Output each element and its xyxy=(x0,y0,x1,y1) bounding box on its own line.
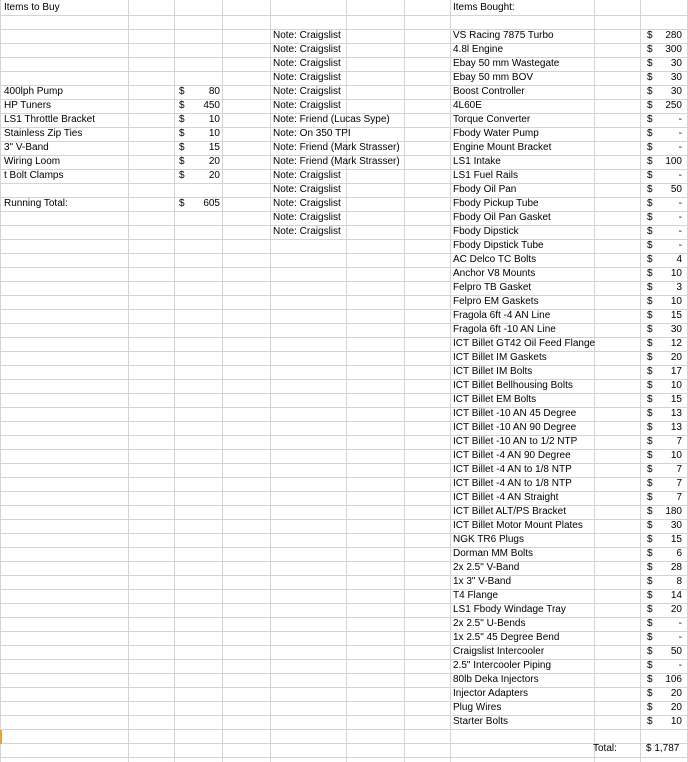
bought-item-amount[interactable]: 30 xyxy=(670,86,682,97)
bought-item-amount[interactable]: 4 xyxy=(676,254,682,265)
bought-item-name[interactable]: Felpro TB Gasket xyxy=(453,282,532,293)
bought-item-currency[interactable]: $ xyxy=(647,184,653,195)
row-gridline xyxy=(0,183,688,184)
bought-item-currency[interactable]: $ xyxy=(647,156,653,167)
bought-item-currency[interactable]: $ xyxy=(647,632,653,643)
bought-item-amount[interactable]: - xyxy=(678,170,682,181)
bought-item-name[interactable]: Injector Adapters xyxy=(453,688,529,699)
row-gridline xyxy=(0,309,688,310)
bought-item-amount[interactable]: 14 xyxy=(670,590,682,601)
bought-item-currency[interactable]: $ xyxy=(647,142,653,153)
bought-item-name[interactable]: Fbody Oil Pan Gasket xyxy=(453,212,551,223)
column-gridline xyxy=(640,0,641,762)
row-gridline xyxy=(0,99,688,100)
bought-item-currency[interactable]: $ xyxy=(647,548,653,559)
bought-item-currency[interactable]: $ xyxy=(647,72,653,83)
bought-item-amount[interactable]: 7 xyxy=(676,492,682,503)
bought-item-amount[interactable]: 8 xyxy=(676,576,682,587)
bought-item-amount[interactable]: 10 xyxy=(670,380,682,391)
note-cell[interactable]: Note: Friend (Mark Strasser) xyxy=(273,142,400,153)
bought-item-amount[interactable]: 15 xyxy=(670,394,682,405)
row-gridline xyxy=(0,421,688,422)
buy-item-amount[interactable]: 10 xyxy=(208,128,220,139)
bought-item-amount[interactable]: - xyxy=(678,240,682,251)
bought-item-amount[interactable]: 13 xyxy=(670,422,682,433)
bought-item-name[interactable]: ICT Billet ALT/PS Bracket xyxy=(453,506,567,517)
bought-item-name[interactable]: ICT Billet -10 AN 45 Degree xyxy=(453,408,577,419)
bought-item-amount[interactable]: - xyxy=(678,660,682,671)
column-gridline xyxy=(450,0,451,762)
bought-item-name[interactable]: ICT Billet -4 AN 90 Degree xyxy=(453,450,571,461)
bought-item-currency[interactable]: $ xyxy=(647,240,653,251)
row-gridline xyxy=(0,533,688,534)
row-gridline xyxy=(0,253,688,254)
row-gridline xyxy=(0,351,688,352)
row-gridline xyxy=(0,519,688,520)
bought-item-name[interactable]: Fbody Pickup Tube xyxy=(453,198,539,209)
bought-item-name[interactable]: Boost Controller xyxy=(453,86,525,97)
bought-item-currency[interactable]: $ xyxy=(647,100,653,111)
bought-item-amount[interactable]: 180 xyxy=(665,506,682,517)
bought-item-amount[interactable]: 106 xyxy=(665,674,682,685)
row-gridline xyxy=(0,295,688,296)
note-cell[interactable]: Note: Friend (Lucas Sype) xyxy=(273,114,390,125)
bought-item-currency[interactable]: $ xyxy=(647,282,653,293)
buy-item-amount[interactable]: 20 xyxy=(208,156,220,167)
buy-item-currency[interactable]: $ xyxy=(179,128,185,139)
buy-item-name[interactable]: t Bolt Clamps xyxy=(4,170,64,181)
bought-item-amount[interactable]: 50 xyxy=(670,184,682,195)
bought-item-amount[interactable]: 3 xyxy=(676,282,682,293)
bought-item-name[interactable]: ICT Billet -4 AN Straight xyxy=(453,492,559,503)
buy-item-amount[interactable]: 10 xyxy=(208,114,220,125)
total-value[interactable]: $ 1,787 xyxy=(646,743,680,754)
bought-item-name[interactable]: NGK TR6 Plugs xyxy=(453,534,524,545)
row-gridline xyxy=(0,435,688,436)
bought-item-amount[interactable]: 15 xyxy=(670,310,682,321)
bought-item-name[interactable]: Anchor V8 Mounts xyxy=(453,268,536,279)
bought-item-currency[interactable]: $ xyxy=(647,646,653,657)
row-gridline xyxy=(0,407,688,408)
items-to-buy-header[interactable]: Items to Buy xyxy=(4,2,60,13)
bought-item-name[interactable]: 2.5" Intercooler Piping xyxy=(453,660,552,671)
total-label[interactable]: Total: xyxy=(593,743,617,754)
bought-item-amount[interactable]: - xyxy=(678,128,682,139)
bought-item-amount[interactable]: 20 xyxy=(670,352,682,363)
bought-item-amount[interactable]: 7 xyxy=(676,478,682,489)
bought-item-amount[interactable]: 30 xyxy=(670,58,682,69)
bought-item-currency[interactable]: $ xyxy=(647,450,653,461)
row-gridline xyxy=(0,71,688,72)
column-gridline xyxy=(594,0,595,762)
buy-item-currency[interactable]: $ xyxy=(179,100,185,111)
bought-item-name[interactable]: 1x 3" V-Band xyxy=(453,576,512,587)
bought-item-amount[interactable]: 10 xyxy=(670,296,682,307)
note-cell[interactable]: Note: Craigslist xyxy=(273,212,341,223)
bought-item-currency[interactable]: $ xyxy=(647,310,653,321)
column-gridline xyxy=(404,0,405,762)
bought-item-amount[interactable]: 10 xyxy=(670,450,682,461)
bought-item-name[interactable]: 4.8l Engine xyxy=(453,44,504,55)
bought-item-amount[interactable]: 50 xyxy=(670,646,682,657)
bought-item-name[interactable]: Ebay 50 mm Wastegate xyxy=(453,58,560,69)
bought-item-currency[interactable]: $ xyxy=(647,506,653,517)
bought-item-name[interactable]: Fbody Water Pump xyxy=(453,128,539,139)
bought-item-name[interactable]: ICT Billet Motor Mount Plates xyxy=(453,520,583,531)
bought-item-amount[interactable]: 250 xyxy=(665,100,682,111)
row-gridline xyxy=(0,575,688,576)
bought-item-currency[interactable]: $ xyxy=(647,702,653,713)
bought-item-amount[interactable]: 10 xyxy=(670,268,682,279)
bought-item-currency[interactable]: $ xyxy=(647,422,653,433)
bought-item-currency[interactable]: $ xyxy=(647,478,653,489)
bought-item-currency[interactable]: $ xyxy=(647,44,653,55)
row-gridline xyxy=(0,169,688,170)
bought-item-amount[interactable]: 6 xyxy=(676,548,682,559)
bought-item-amount[interactable]: - xyxy=(678,142,682,153)
row-gridline xyxy=(0,673,688,674)
buy-item-amount[interactable]: 15 xyxy=(208,142,220,153)
note-cell[interactable]: Note: Friend (Mark Strasser) xyxy=(273,156,400,167)
row-gridline xyxy=(0,631,688,632)
bought-item-name[interactable]: ICT Billet Bellhousing Bolts xyxy=(453,380,573,391)
bought-item-amount[interactable]: - xyxy=(678,618,682,629)
bought-item-name[interactable]: LS1 Fuel Rails xyxy=(453,170,519,181)
bought-item-amount[interactable]: 7 xyxy=(676,436,682,447)
bought-item-amount[interactable]: - xyxy=(678,114,682,125)
bought-item-name[interactable]: ICT Billet GT42 Oil Feed Flange xyxy=(453,338,596,349)
bought-item-name[interactable]: ICT Billet IM Bolts xyxy=(453,366,533,377)
row-gridline xyxy=(0,57,688,58)
row-gridline xyxy=(0,645,688,646)
buy-item-name[interactable]: 400lph Pump xyxy=(4,86,63,97)
row-gridline xyxy=(0,463,688,464)
row-gridline xyxy=(0,659,688,660)
bought-item-currency[interactable]: $ xyxy=(647,618,653,629)
bought-item-name[interactable]: ICT Billet -10 AN 90 Degree xyxy=(453,422,577,433)
bought-item-currency[interactable]: $ xyxy=(647,324,653,335)
bought-item-name[interactable]: VS Racing 7875 Turbo xyxy=(453,30,554,41)
bought-item-name[interactable]: Fragola 6ft -4 AN Line xyxy=(453,310,551,321)
row-gridline xyxy=(0,729,688,730)
row-gridline xyxy=(0,561,688,562)
bought-item-name[interactable]: Fbody Dipstick xyxy=(453,226,519,237)
bought-item-name[interactable]: Starter Bolts xyxy=(453,716,509,727)
bought-item-name[interactable]: AC Delco TC Bolts xyxy=(453,254,537,265)
bought-item-currency[interactable]: $ xyxy=(647,688,653,699)
bought-item-currency[interactable]: $ xyxy=(647,590,653,601)
row-gridline xyxy=(0,491,688,492)
bought-item-currency[interactable]: $ xyxy=(647,198,653,209)
bought-item-name[interactable]: ICT Billet -4 AN to 1/8 NTP xyxy=(453,464,572,475)
row-gridline xyxy=(0,267,688,268)
bought-item-name[interactable]: Dorman MM Bolts xyxy=(453,548,534,559)
bought-item-currency[interactable]: $ xyxy=(647,352,653,363)
note-cell[interactable]: Note: Craigslist xyxy=(273,86,341,97)
bought-item-amount[interactable]: 20 xyxy=(670,702,682,713)
bought-item-amount[interactable]: 17 xyxy=(670,366,682,377)
column-gridline xyxy=(270,0,271,762)
bought-item-name[interactable]: Ebay 50 mm BOV xyxy=(453,72,534,83)
bought-item-currency[interactable]: $ xyxy=(647,338,653,349)
bought-item-amount[interactable]: 13 xyxy=(670,408,682,419)
note-cell[interactable]: Note: Craigslist xyxy=(273,72,341,83)
bought-item-currency[interactable]: $ xyxy=(647,114,653,125)
buy-item-currency[interactable]: $ xyxy=(179,156,185,167)
buy-item-amount[interactable]: 450 xyxy=(203,100,220,111)
note-cell[interactable]: Note: Craigslist xyxy=(273,100,341,111)
row-gridline xyxy=(0,43,688,44)
items-bought-header[interactable]: Items Bought: xyxy=(453,2,515,13)
buy-item-currency[interactable]: $ xyxy=(179,114,185,125)
bought-item-currency[interactable]: $ xyxy=(647,366,653,377)
buy-item-currency[interactable]: $ xyxy=(179,86,185,97)
bought-item-name[interactable]: 2x 2.5" V-Band xyxy=(453,562,520,573)
running-total-amount[interactable]: 605 xyxy=(203,198,220,209)
bought-item-name[interactable]: 1x 2.5" 45 Degree Bend xyxy=(453,632,560,643)
buy-item-currency[interactable]: $ xyxy=(179,170,185,181)
column-gridline xyxy=(222,0,223,762)
row-gridline xyxy=(0,365,688,366)
bought-item-amount[interactable]: - xyxy=(678,212,682,223)
bought-item-name[interactable]: 2x 2.5" U-Bends xyxy=(453,618,526,629)
bought-item-currency[interactable]: $ xyxy=(647,30,653,41)
bought-item-currency[interactable]: $ xyxy=(647,128,653,139)
bought-item-amount[interactable]: 7 xyxy=(676,464,682,475)
row-gridline xyxy=(0,211,688,212)
row-gridline xyxy=(0,323,688,324)
bought-item-currency[interactable]: $ xyxy=(647,534,653,545)
bought-item-currency[interactable]: $ xyxy=(647,520,653,531)
buy-item-currency[interactable]: $ xyxy=(179,142,185,153)
buy-item-amount[interactable]: 20 xyxy=(208,170,220,181)
bought-item-name[interactable]: 4L60E xyxy=(453,100,482,111)
bought-item-name[interactable]: ICT Billet IM Gaskets xyxy=(453,352,547,363)
row-gridline xyxy=(0,197,688,198)
row-gridline xyxy=(0,603,688,604)
bought-item-currency[interactable]: $ xyxy=(647,212,653,223)
bought-item-amount[interactable]: 30 xyxy=(670,520,682,531)
bought-item-amount[interactable]: 100 xyxy=(665,156,682,167)
row-gridline xyxy=(0,757,688,758)
buy-item-name[interactable]: LS1 Throttle Bracket xyxy=(4,114,95,125)
active-cell-indicator xyxy=(0,730,2,744)
buy-item-amount[interactable]: 80 xyxy=(208,86,220,97)
note-cell[interactable]: Note: Craigslist xyxy=(273,44,341,55)
row-gridline xyxy=(0,743,688,744)
bought-item-amount[interactable]: 10 xyxy=(670,716,682,727)
bought-item-name[interactable]: Engine Mount Bracket xyxy=(453,142,552,153)
bought-item-amount[interactable]: 30 xyxy=(670,324,682,335)
row-gridline xyxy=(0,715,688,716)
column-gridline xyxy=(128,0,129,762)
bought-item-amount[interactable]: - xyxy=(678,226,682,237)
bought-item-currency[interactable]: $ xyxy=(647,86,653,97)
note-cell[interactable]: Note: Craigslist xyxy=(273,170,341,181)
bought-item-name[interactable]: Torque Converter xyxy=(453,114,531,125)
bought-item-amount[interactable]: 12 xyxy=(670,338,682,349)
row-gridline xyxy=(0,701,688,702)
row-gridline xyxy=(0,85,688,86)
buy-item-name[interactable]: 3" V-Band xyxy=(4,142,49,153)
buy-item-name[interactable]: HP Tuners xyxy=(4,100,52,111)
bought-item-currency[interactable]: $ xyxy=(647,562,653,573)
row-gridline xyxy=(0,477,688,478)
bought-item-currency[interactable]: $ xyxy=(647,674,653,685)
row-gridline xyxy=(0,225,688,226)
bought-item-name[interactable]: 80lb Deka Injectors xyxy=(453,674,539,685)
row-gridline xyxy=(0,505,688,506)
row-gridline xyxy=(0,617,688,618)
row-gridline xyxy=(0,29,688,30)
note-cell[interactable]: Note: Craigslist xyxy=(273,58,341,69)
row-gridline xyxy=(0,547,688,548)
bought-item-amount[interactable]: - xyxy=(678,632,682,643)
bought-item-currency[interactable]: $ xyxy=(647,604,653,615)
bought-item-currency[interactable]: $ xyxy=(647,660,653,671)
bought-item-currency[interactable]: $ xyxy=(647,58,653,69)
bought-item-currency[interactable]: $ xyxy=(647,268,653,279)
running-total-currency[interactable]: $ xyxy=(179,198,185,209)
note-cell[interactable]: Note: Craigslist xyxy=(273,198,341,209)
bought-item-name[interactable]: ICT Billet -10 AN to 1/2 NTP xyxy=(453,436,578,447)
bought-item-name[interactable]: Plug Wires xyxy=(453,702,502,713)
row-gridline xyxy=(0,393,688,394)
row-gridline xyxy=(0,687,688,688)
bought-item-amount[interactable]: 280 xyxy=(665,30,682,41)
bought-item-name[interactable]: Fbody Oil Pan xyxy=(453,184,517,195)
row-gridline xyxy=(0,589,688,590)
note-cell[interactable]: Note: On 350 TPI xyxy=(273,128,351,139)
buy-item-name[interactable]: Wiring Loom xyxy=(4,156,61,167)
bought-item-currency[interactable]: $ xyxy=(647,492,653,503)
row-gridline xyxy=(0,15,688,16)
bought-item-amount[interactable]: 20 xyxy=(670,604,682,615)
bought-item-amount[interactable]: 20 xyxy=(670,688,682,699)
bought-item-amount[interactable]: - xyxy=(678,198,682,209)
row-gridline xyxy=(0,379,688,380)
column-gridline xyxy=(0,0,1,762)
bought-item-amount[interactable]: 15 xyxy=(670,534,682,545)
bought-item-name[interactable]: ICT Billet EM Bolts xyxy=(453,394,537,405)
row-gridline xyxy=(0,449,688,450)
note-cell[interactable]: Note: Craigslist xyxy=(273,30,341,41)
bought-item-currency[interactable]: $ xyxy=(647,296,653,307)
note-cell[interactable]: Note: Craigslist xyxy=(273,184,341,195)
bought-item-name[interactable]: Fbody Dipstick Tube xyxy=(453,240,544,251)
bought-item-currency[interactable]: $ xyxy=(647,576,653,587)
bought-item-currency[interactable]: $ xyxy=(647,170,653,181)
buy-item-name[interactable]: Stainless Zip Ties xyxy=(4,128,83,139)
bought-item-name[interactable]: Felpro EM Gaskets xyxy=(453,296,539,307)
bought-item-name[interactable]: Craigslist Intercooler xyxy=(453,646,545,657)
note-cell[interactable]: Note: Craigslist xyxy=(273,226,341,237)
bought-item-name[interactable]: ICT Billet -4 AN to 1/8 NTP xyxy=(453,478,572,489)
row-gridline xyxy=(0,239,688,240)
bought-item-amount[interactable]: 28 xyxy=(670,562,682,573)
bought-item-name[interactable]: T4 Flange xyxy=(453,590,499,601)
bought-item-currency[interactable]: $ xyxy=(647,464,653,475)
bought-item-currency[interactable]: $ xyxy=(647,380,653,391)
bought-item-currency[interactable]: $ xyxy=(647,436,653,447)
running-total-label[interactable]: Running Total: xyxy=(4,198,68,209)
bought-item-currency[interactable]: $ xyxy=(647,716,653,727)
column-gridline xyxy=(174,0,175,762)
bought-item-name[interactable]: LS1 Intake xyxy=(453,156,501,167)
bought-item-currency[interactable]: $ xyxy=(647,408,653,419)
bought-item-amount[interactable]: 300 xyxy=(665,44,682,55)
bought-item-name[interactable]: Fragola 6ft -10 AN Line xyxy=(453,324,556,335)
bought-item-currency[interactable]: $ xyxy=(647,394,653,405)
bought-item-name[interactable]: LS1 Fbody Windage Tray xyxy=(453,604,566,615)
bought-item-amount[interactable]: 30 xyxy=(670,72,682,83)
bought-item-currency[interactable]: $ xyxy=(647,254,653,265)
bought-item-currency[interactable]: $ xyxy=(647,226,653,237)
row-gridline xyxy=(0,281,688,282)
